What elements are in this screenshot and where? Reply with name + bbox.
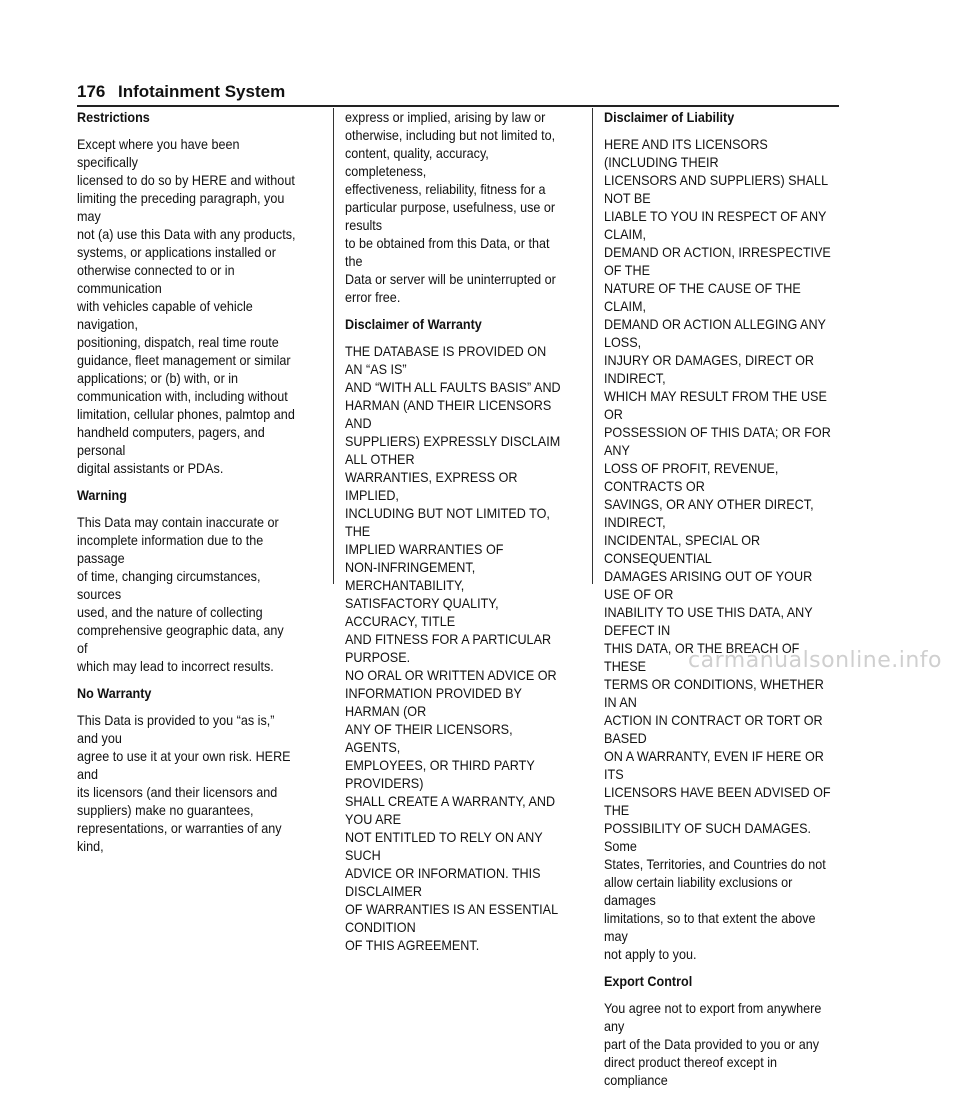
text-column-3 (604, 108, 840, 1098)
paragraph-restrictions: Except where you have been specifically licensed to do so by HERE and without limiting the preceding paragraph, you may not (a) use this Data with any products, systems, or applications installed or otherwise connected to or in communication with vehicles capable of vehicle navigation, positioning, dispatch, real time route guidance, fleet management or similar applications; or (b) with, or in communication with, including without limitation, cellular phones, palmtop and handheld computers, pagers, and personal digital assistants or PDAs. (77, 136, 296, 476)
column-divider (333, 108, 334, 584)
heading-restrictions: Restrictions (77, 109, 150, 125)
heading-disclaimer-of-liability: Disclaimer of Liability (604, 109, 735, 125)
header-rule (77, 105, 839, 107)
paragraph-warning: This Data may contain inaccurate or incomplete information due to the passage of time, changing circumstances, sources used, and the nature of collecting comprehensive geographic data, any of which may lead to incorrect results. (77, 514, 284, 674)
footer (0, 648, 960, 678)
heading-disclaimer-of-warranty: Disclaimer of Warranty (345, 316, 482, 332)
page-header (77, 80, 839, 108)
paragraph-disclaimer-of-liability: HERE AND ITS LICENSORS (INCLUDING THEIR LICENSORS AND SUPPLIERS) SHALL NOT BE LIABLE TO YOU IN RESPECT OF ANY CLAIM, DEMAND OR ACTION, IRRESPECTIVE OF THE NATURE OF THE CAUSE OF THE CLAIM, DEMAND OR ACTION ALLEGING ANY LOSS, INJURY OR DAMAGES, DIRECT OR INDIRECT, WHICH MAY RESULT FROM THE USE OR POSSESSION OF THIS DATA; OR FOR ANY LOSS OF PROFIT, REVENUE, CONTRACTS OR SAVINGS, OR ANY OTHER DIRECT, INDIRECT, INCIDENTAL, SPECIAL OR CONSEQUENTIAL DAMAGES ARISING OUT OF YOUR USE OF OR INABILITY TO USE THIS DATA, ANY DEFECT IN THIS DATA, OR THE BREACH OF THESE TERMS OR CONDITIONS, WHETHER IN AN ACTION IN CONTRACT OR TORT OR BASED ON A WARRANTY, EVEN IF HERE OR ITS LICENSORS HAVE BEEN ADVISED OF THE POSSIBILITY OF SUCH DAMAGES. Some States, Territories, and Countries do not allow certain liability exclusions or damages limitations, so to that extent the above may not apply to you. (604, 136, 831, 962)
section-title: Infotainment System (118, 82, 286, 101)
paragraph-export-control: You agree not to export from anywhere any part of the Data provided to you or any direct product thereof except in compliance (604, 1000, 822, 1088)
paragraph-no-warranty: This Data is provided to you “as is,” and you agree to use it at your own risk. HERE and its licensors (and their licensors and suppliers) make no guarantees, representations, or warranties of any kind, (77, 712, 291, 854)
column-divider (592, 108, 593, 584)
paragraph-no-warranty-continued: express or implied, arising by law or otherwise, including but not limited to, content, quality, accuracy, completeness, effectiveness, reliability, fitness for a particular purpose, usefulness, use or results to be obtained from this Data, or that the Data or server will be uninterrupted or error free. (345, 109, 556, 305)
watermark-text: carmanualsonline.info (688, 648, 942, 673)
heading-no-warranty: No Warranty (77, 685, 152, 701)
paragraph-disclaimer-of-warranty: THE DATABASE IS PROVIDED ON AN “AS IS” AND “WITH ALL FAULTS BASIS” AND HARMAN (AND THEIR LICENSORS AND SUPPLIERS) EXPRESSLY DISCLAIM ALL OTHER WARRANTIES, EXPRESS OR IMPLIED, INCLUDING BUT NOT LIMITED TO, THE IMPLIED WARRANTIES OF NON-INFRINGEMENT, MERCHANTABILITY, SATISFACTORY QUALITY, ACCURACY, TITLE AND FITNESS FOR A PARTICULAR PURPOSE. NO ORAL OR WRITTEN ADVICE OR INFORMATION PROVIDED BY HARMAN (OR ANY OF THEIR LICENSORS, AGENTS, EMPLOYEES, OR THIRD PARTY PROVIDERS) SHALL CREATE A WARRANTY, AND YOU ARE NOT ENTITLED TO RELY ON ANY SUCH ADVICE OR INFORMATION. THIS DISCLAIMER OF WARRANTIES IS AN ESSENTIAL CONDITION OF THIS AGREEMENT. (345, 343, 561, 953)
heading-warning: Warning (77, 487, 127, 503)
text-column-1 (77, 108, 297, 864)
text-column-2 (345, 108, 565, 963)
heading-export-control: Export Control (604, 973, 693, 989)
page-number: 176 (77, 82, 106, 101)
